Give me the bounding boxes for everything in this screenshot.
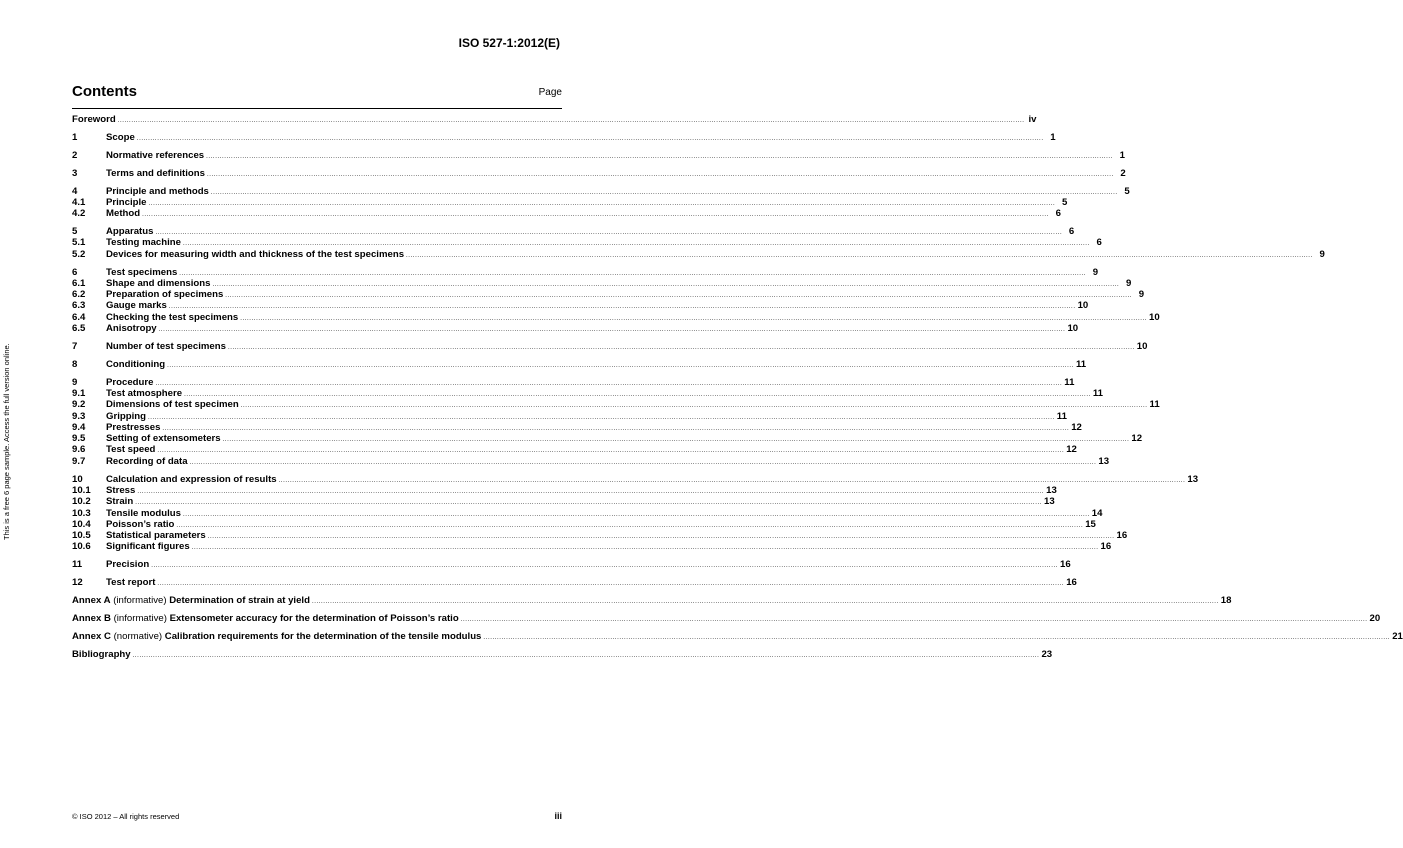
toc-entry[interactable] <box>72 311 1160 323</box>
toc-entry-title <box>106 577 155 588</box>
dot-leader: ................................................................................................................................................................................................................................................................................................................................................................................................................ <box>132 652 1040 659</box>
dot-leader: ................................................................................................................................................................................................................................................................................................................................................................................................................ <box>147 414 1055 421</box>
toc-entry-title <box>106 433 221 444</box>
toc-entry-number: 5 <box>72 226 78 238</box>
toc-entry-page: 11 <box>1092 387 1104 399</box>
dot-leader: ................................................................................................................................................................................................................................................................................................................................................................................................................ <box>158 327 1066 334</box>
toc-entry-text: Setting of extensometers <box>106 433 221 445</box>
toc-entry-number: 9 <box>72 376 78 388</box>
dot-leader: ................................................................................................................................................................................................................................................................................................................................................................................................................ <box>207 534 1115 541</box>
toc-entry-text: Precision <box>106 559 150 571</box>
toc-entry-line <box>72 595 1232 608</box>
toc-entry-line <box>106 149 1125 163</box>
toc-entry-line <box>106 559 1071 572</box>
dot-leader: ................................................................................................................................................................................................................................................................................................................................................................................................................ <box>157 581 1065 588</box>
dot-leader: ................................................................................................................................................................................................................................................................................................................................................................................................................ <box>191 545 1099 552</box>
dot-leader: ................................................................................................................................................................................................................................................................................................................................................................................................................ <box>222 437 1130 444</box>
toc-entry-text: Stress <box>106 484 136 496</box>
dot-leader: ................................................................................................................................................................................................................................................................................................................................................................................................................ <box>460 617 1368 623</box>
toc-entry-page: 6 <box>1096 237 1102 249</box>
toc-entry[interactable] <box>72 630 1403 642</box>
toc-entry-page: 13 <box>1046 484 1057 496</box>
annex-label: Annex C <box>72 630 111 642</box>
toc-entry-title <box>106 411 146 422</box>
toc-entry-number: 6.2 <box>72 289 86 301</box>
toc-entry[interactable] <box>72 167 1126 179</box>
toc-entry-number: 11 <box>72 559 83 571</box>
toc-entry-number: 9.6 <box>72 444 86 456</box>
dot-leader: ................................................................................................................................................................................................................................................................................................................................................................................................................ <box>136 135 1044 142</box>
page-title: Contents <box>72 83 137 100</box>
toc-entry-title <box>106 456 188 467</box>
dot-leader: ................................................................................................................................................................................................................................................................................................................................................................................................................ <box>142 212 1049 219</box>
document-id: ISO 527-1:2012(E) <box>458 36 560 50</box>
toc-entry-line <box>106 323 1079 336</box>
page-number: iii <box>554 811 562 821</box>
toc-entry-number: 9.3 <box>72 410 86 422</box>
toc-entry[interactable] <box>72 518 1096 530</box>
toc-entry-page: 11 <box>1075 358 1087 370</box>
toc-entry-text: Foreword <box>72 114 116 125</box>
toc-entry-text: Scope <box>106 131 135 143</box>
toc-entry-number: 10.2 <box>72 496 91 508</box>
toc-entry-title <box>106 289 223 300</box>
toc-entry-number: 6.1 <box>72 277 86 289</box>
toc-entry[interactable] <box>72 237 1102 249</box>
toc-entry-page: 21 <box>1392 630 1403 642</box>
toc-entry-text: Testing machine <box>106 237 181 249</box>
toc-entry[interactable] <box>72 277 1132 289</box>
toc-entry-page: 9 <box>1125 277 1132 289</box>
toc-entry-page: 16 <box>1066 577 1077 589</box>
toc-entry-title <box>72 595 310 606</box>
toc-entry-title <box>106 267 177 278</box>
toc-entry-page: 13 <box>1187 473 1199 485</box>
toc-entry-text: Shape and dimensions <box>106 277 211 289</box>
toc-entry[interactable] <box>72 473 1199 485</box>
toc-entry-line <box>106 455 1110 469</box>
toc-entry-text: Significant figures <box>106 541 190 553</box>
toc-entry-text: Calculation and expression of results <box>106 473 277 485</box>
toc-entry-number: 4.1 <box>72 196 86 208</box>
toc-entry-line <box>106 167 1126 181</box>
dot-leader: ................................................................................................................................................................................................................................................................................................................................................................................................................ <box>184 391 1091 398</box>
toc-entry-page: 9 <box>1092 266 1099 278</box>
dot-leader: ................................................................................................................................................................................................................................................................................................................................................................................................................ <box>155 380 1063 387</box>
toc-entry-number: 1 <box>72 131 78 143</box>
toc-entry-title <box>106 496 133 507</box>
toc-entry-title <box>106 399 239 410</box>
dot-leader: ................................................................................................................................................................................................................................................................................................................................................................................................................ <box>176 522 1084 529</box>
toc-entry[interactable] <box>72 196 1068 208</box>
toc-entry-title <box>106 359 165 370</box>
toc-entry-line <box>72 613 1381 626</box>
dot-leader: ................................................................................................................................................................................................................................................................................................................................................................................................................ <box>483 634 1391 641</box>
toc-entry[interactable] <box>72 266 1099 278</box>
toc-entry-text: Devices for measuring width and thickness of the test specimens <box>106 248 405 260</box>
toc-entry-page: 11 <box>1064 376 1075 388</box>
toc-entry-title <box>72 114 116 125</box>
dot-leader: ................................................................................................................................................................................................................................................................................................................................................................................................................ <box>206 171 1114 178</box>
toc-entry-page: 12 <box>1131 433 1143 445</box>
dot-leader: ................................................................................................................................................................................................................................................................................................................................................................................................................ <box>117 118 1025 124</box>
title-divider <box>72 108 562 109</box>
dot-leader: ................................................................................................................................................................................................................................................................................................................................................................................................................ <box>179 270 1087 277</box>
toc-entry-number: 6.3 <box>72 300 86 312</box>
toc-entry[interactable] <box>72 323 1079 335</box>
toc-entry-page: 13 <box>1098 455 1110 467</box>
toc-entry-page: 10 <box>1136 340 1148 352</box>
toc-entry-page: 1 <box>1050 131 1056 143</box>
toc-entry-number: 8 <box>72 358 78 370</box>
toc-entry-page: 9 <box>1319 248 1325 260</box>
toc-entry-title <box>106 186 209 197</box>
toc-entry-text: Determination of strain at yield <box>169 595 310 607</box>
toc-entry-title <box>106 132 135 143</box>
toc-entry-title <box>106 341 226 352</box>
toc-entry-title <box>106 377 153 388</box>
page-column-heading: Page <box>538 87 562 98</box>
dot-leader: ................................................................................................................................................................................................................................................................................................................................................................................................................ <box>278 477 1186 484</box>
dot-leader: ................................................................................................................................................................................................................................................................................................................................................................................................................ <box>155 230 1063 237</box>
toc-entry-text: Test specimens <box>106 266 178 278</box>
toc-entry[interactable] <box>72 530 1128 542</box>
toc-entry-number: 9.2 <box>72 399 86 411</box>
toc-entry-line <box>106 131 1056 145</box>
toc-entry-number: 6 <box>72 266 78 278</box>
toc-entry-line <box>72 648 1053 662</box>
toc-entry-text: Dimensions of test specimen <box>106 399 239 411</box>
toc-entry-number: 5.2 <box>72 248 86 260</box>
toc-entry-page: 10 <box>1077 300 1089 312</box>
toc-entry-line <box>106 208 1061 221</box>
toc-entry-number: 10.1 <box>72 484 91 496</box>
toc-entry[interactable] <box>72 300 1089 312</box>
toc-entry-line <box>72 630 1403 644</box>
toc-entry[interactable] <box>72 496 1055 508</box>
toc-entry-page: 6 <box>1068 226 1075 238</box>
toc-entry-title <box>72 649 131 660</box>
toc-entry-text: Statistical parameters <box>106 530 206 542</box>
toc-entry-number: 7 <box>72 340 78 352</box>
toc-entry-text: Calibration requirements for the determination of the tensile modulus <box>164 630 482 642</box>
toc-entry[interactable] <box>72 507 1103 519</box>
toc-entry-page: 16 <box>1116 530 1128 542</box>
toc-entry-title <box>106 312 238 323</box>
toc-entry-number: 9.4 <box>72 421 86 433</box>
toc-entry-page: 16 <box>1060 559 1071 571</box>
toc-entry-page: 1 <box>1119 149 1125 161</box>
annex-label: Annex A <box>72 595 111 607</box>
toc-entry-text: Normative references <box>106 149 205 161</box>
toc-entry-page: 9 <box>1138 289 1145 301</box>
toc-entry-title <box>106 541 190 552</box>
toc-entry-title <box>106 168 205 179</box>
toc-entry[interactable] <box>72 421 1082 433</box>
toc-entry-text: Tensile modulus <box>106 507 181 519</box>
toc-entry[interactable] <box>72 577 1077 589</box>
toc-entry-title <box>106 323 157 334</box>
toc-entry-text: Principle and methods <box>106 185 209 197</box>
toc-entry[interactable] <box>72 114 1037 125</box>
toc-entry-page: 23 <box>1041 648 1053 660</box>
toc-entry-text: Terms and definitions <box>106 167 205 179</box>
toc-entry-page: 11 <box>1056 410 1067 422</box>
toc-entry[interactable] <box>72 387 1104 399</box>
toc-entry[interactable] <box>72 131 1056 143</box>
dot-leader: ................................................................................................................................................................................................................................................................................................................................................................................................................ <box>240 403 1148 410</box>
toc-entry-number: 6.5 <box>72 323 86 335</box>
toc-entry-page: 13 <box>1044 496 1055 508</box>
toc-entry-text: Anisotropy <box>106 323 157 335</box>
toc-entry-text: Test report <box>106 577 156 589</box>
toc-entry-line <box>106 541 1112 554</box>
toc-entry-title <box>106 197 147 208</box>
dot-leader: ................................................................................................................................................................................................................................................................................................................................................................................................................ <box>182 511 1090 518</box>
dot-leader: ................................................................................................................................................................................................................................................................................................................................................................................................................ <box>151 563 1058 570</box>
toc-entry[interactable] <box>72 358 1087 370</box>
copyright-notice: © ISO 2012 – All rights reserved <box>72 812 180 821</box>
toc-entry-page: 16 <box>1100 541 1112 553</box>
toc-entry-text: Principle <box>106 196 147 208</box>
toc-entry[interactable] <box>72 613 1381 624</box>
toc-entry-title <box>106 559 149 570</box>
toc-entry[interactable] <box>72 455 1110 467</box>
toc-entry-page: 12 <box>1071 421 1082 433</box>
toc-entry-text: Number of test specimens <box>106 340 226 352</box>
toc-entry-number: 9.1 <box>72 387 86 399</box>
toc-entry-title <box>106 208 140 219</box>
toc-entry-number: 5.1 <box>72 237 86 249</box>
toc-entry-text: Method <box>106 208 141 220</box>
toc-entry[interactable] <box>72 484 1057 496</box>
sample-notice: This is a free 6 page sample. Access the full version online. <box>2 343 11 540</box>
toc-entry-page: 11 <box>1149 399 1160 411</box>
toc-entry-title <box>106 226 153 237</box>
toc-entry-number: 4 <box>72 185 78 197</box>
toc-entry[interactable] <box>72 559 1071 571</box>
toc-entry-number: 10.3 <box>72 507 91 519</box>
dot-leader: ................................................................................................................................................................................................................................................................................................................................................................................................................ <box>162 425 1070 432</box>
toc-entry-title <box>106 508 181 519</box>
toc-entry-page: 12 <box>1066 444 1077 456</box>
dot-leader: ................................................................................................................................................................................................................................................................................................................................................................................................................ <box>167 362 1074 369</box>
dot-leader: ................................................................................................................................................................................................................................................................................................................................................................................................................ <box>212 281 1120 288</box>
toc-entry-title <box>106 237 181 248</box>
dot-leader: ................................................................................................................................................................................................................................................................................................................................................................................................................ <box>157 448 1065 455</box>
table-of-contents <box>72 114 1403 660</box>
toc-entry-title <box>72 631 481 642</box>
toc-entry-number: 3 <box>72 167 78 179</box>
toc-entry-title <box>106 422 160 433</box>
toc-entry-text: Apparatus <box>106 226 154 238</box>
toc-entry-title <box>106 519 174 530</box>
toc-entry-title <box>106 444 155 455</box>
toc-entry[interactable] <box>72 226 1075 238</box>
toc-entry-page: 5 <box>1061 196 1068 208</box>
toc-entry-title <box>106 485 135 496</box>
toc-entry[interactable] <box>72 289 1145 301</box>
toc-entry-text: Procedure <box>106 376 154 388</box>
toc-entry[interactable] <box>72 541 1112 553</box>
toc-entry-text: Conditioning <box>106 358 166 370</box>
toc-entry[interactable] <box>72 248 1325 260</box>
dot-leader: ................................................................................................................................................................................................................................................................................................................................................................................................................ <box>311 599 1219 606</box>
toc-entry-title <box>106 300 167 311</box>
toc-entry-text: Prestresses <box>106 421 161 433</box>
toc-entry-title <box>106 249 404 260</box>
toc-entry[interactable] <box>72 185 1130 197</box>
dot-leader: ................................................................................................................................................................................................................................................................................................................................................................................................................ <box>137 488 1045 495</box>
toc-entry[interactable] <box>72 376 1075 388</box>
toc-entry-page: 20 <box>1369 613 1381 624</box>
toc-entry-text: Extensometer accuracy for the determination of Poisson’s ratio <box>169 613 459 624</box>
dot-leader: ................................................................................................................................................................................................................................................................................................................................................................................................................ <box>406 252 1313 259</box>
toc-entry-page: 5 <box>1124 185 1130 197</box>
dot-leader: ................................................................................................................................................................................................................................................................................................................................................................................................................ <box>206 153 1113 160</box>
toc-entry-page: 6 <box>1055 208 1061 220</box>
toc-entry-text: Recording of data <box>106 455 188 467</box>
toc-entry-title <box>106 388 182 399</box>
dot-leader: ................................................................................................................................................................................................................................................................................................................................................................................................................ <box>227 344 1135 351</box>
annex-label: Annex B <box>72 613 111 624</box>
toc-entry[interactable] <box>72 444 1077 456</box>
toc-entry-number: 4.2 <box>72 208 86 220</box>
toc-entry-number: 10.5 <box>72 530 91 542</box>
dot-leader: ................................................................................................................................................................................................................................................................................................................................................................................................................ <box>189 459 1097 466</box>
toc-entry[interactable] <box>72 340 1148 352</box>
toc-entry[interactable] <box>72 595 1232 607</box>
dot-leader: ................................................................................................................................................................................................................................................................................................................................................................................................................ <box>240 315 1148 322</box>
toc-entry-number: 10.4 <box>72 518 91 530</box>
toc-entry-page: 15 <box>1085 518 1096 530</box>
toc-entry-number: 9.5 <box>72 433 86 445</box>
dot-leader: ................................................................................................................................................................................................................................................................................................................................................................................................................ <box>168 304 1076 311</box>
toc-entry-page: iv <box>1028 114 1037 125</box>
toc-entry-page: 18 <box>1220 595 1232 607</box>
toc-entry-title <box>72 613 459 624</box>
toc-entry-number: 12 <box>72 577 83 589</box>
toc-entry-line <box>72 114 1037 127</box>
toc-entry[interactable] <box>72 208 1061 220</box>
toc-entry-text: Strain <box>106 496 134 508</box>
toc-entry-title <box>106 150 204 161</box>
dot-leader: ................................................................................................................................................................................................................................................................................................................................................................................................................ <box>225 293 1133 300</box>
toc-entry-page: 14 <box>1091 507 1103 519</box>
toc-entry-line <box>106 358 1087 372</box>
toc-entry-text: Gauge marks <box>106 300 167 312</box>
annex-type: (informative) <box>110 595 170 607</box>
toc-entry[interactable] <box>72 399 1160 411</box>
toc-entry-title <box>106 278 211 289</box>
dot-leader: ................................................................................................................................................................................................................................................................................................................................................................................................................ <box>210 189 1118 196</box>
toc-entry-text: Gripping <box>106 410 146 422</box>
toc-entry[interactable] <box>72 149 1125 161</box>
toc-entry-page: 10 <box>1067 323 1079 335</box>
toc-entry-page: 2 <box>1120 167 1126 179</box>
toc-entry-number: 10.6 <box>72 541 91 553</box>
toc-entry-number: 9.7 <box>72 455 86 467</box>
toc-entry[interactable] <box>72 410 1067 422</box>
toc-entry-line <box>106 577 1077 590</box>
toc-entry-number: 10 <box>72 473 83 485</box>
annex-type: (normative) <box>110 630 165 642</box>
toc-entry-text: Checking the test specimens <box>106 311 239 323</box>
toc-entry-line <box>106 340 1148 354</box>
toc-entry-title <box>106 530 206 541</box>
toc-entry-text: Test speed <box>106 444 156 456</box>
toc-entry[interactable] <box>72 648 1053 660</box>
toc-entry[interactable] <box>72 433 1143 445</box>
toc-entry-number: 6.4 <box>72 311 86 323</box>
dot-leader: ................................................................................................................................................................................................................................................................................................................................................................................................................ <box>135 500 1042 507</box>
toc-entry-text: Poisson’s ratio <box>106 518 175 530</box>
toc-entry-title <box>106 474 277 485</box>
toc-entry-page: 10 <box>1149 311 1160 323</box>
toc-entry-line <box>106 248 1325 262</box>
toc-entry-text: Preparation of specimens <box>106 289 224 301</box>
toc-entry-text: Bibliography <box>72 648 131 660</box>
toc-entry-text: Test atmosphere <box>106 387 183 399</box>
dot-leader: ................................................................................................................................................................................................................................................................................................................................................................................................................ <box>148 200 1056 207</box>
dot-leader: ................................................................................................................................................................................................................................................................................................................................................................................................................ <box>183 241 1090 248</box>
annex-type: (informative) <box>110 613 170 624</box>
toc-entry-number: 2 <box>72 149 78 161</box>
